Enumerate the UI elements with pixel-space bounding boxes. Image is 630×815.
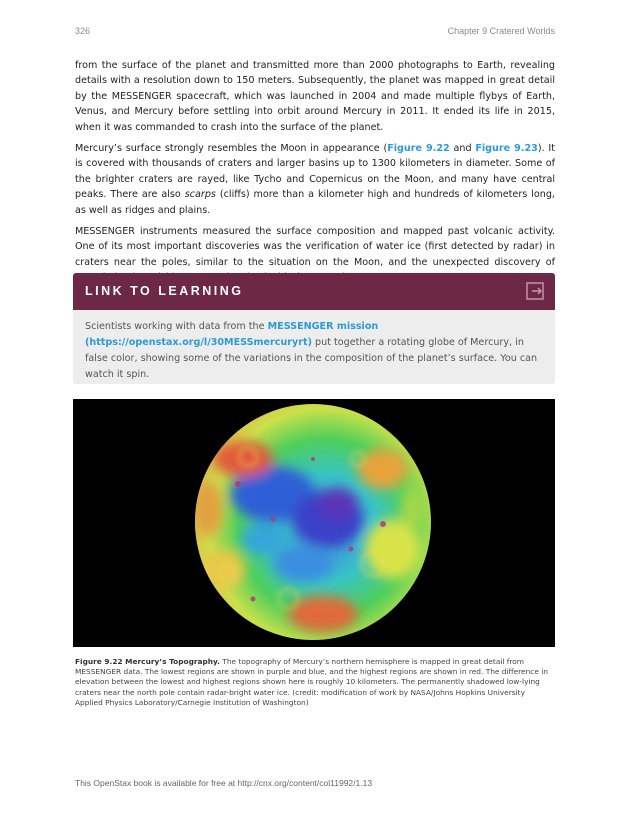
figure-label: Figure 9.22 Mercury’s Topography.	[75, 657, 220, 666]
paragraph-2-text-end: (cliffs) more than a kilometer high and hundreds of kilometers long, as well as ridges and plains.	[75, 189, 555, 216]
paragraph-2-text: Mercury’s surface strongly resembles the Moon in appearance (	[75, 143, 388, 155]
figure-caption-text: The topography of Mercury’s northern hemisphere is mapped in great detail from MESSENGER data. The lowest regions are shown in purple and blue, and the highest regions are shown in red. The difference in elevation between the lowest and highest regions shown here is roughly 10 kilometers. The permanently shadowed low-lying craters near the north pole contain radar-bright water ice. (credit: modification of work by NASA/Johns Hopkins University Applied Physics Laboratory/Carnegie Institution of Washington)	[75, 657, 548, 707]
paragraph-2-text-cont: ). It is covered with thousands of craters and larger basins up to 1300 kilometers in diameter. Some of the brighter craters are rayed, like Tycho and Copernicus on the Moon, and many have central peaks. There are also	[75, 143, 555, 201]
paragraph-2	[75, 141, 555, 218]
paragraph-1: from the surface of the planet and transmitted more than 2000 photographs to Earth, revealing details with a resolution down to 150 meters. Subsequently, the planet was mapped in great detail by the MESSENGER spacecraft, which was launched in 2004 and made multiple flybys of Earth, Venus, and Mercury before settling into orbit around Mercury in 2011. It ended its life in 2015, when it was commanded to crash into the surface of the planet.	[75, 60, 555, 133]
link-to-learning-header	[73, 273, 555, 310]
body-text	[75, 58, 555, 292]
messenger-mission-link[interactable]: MESSENGER mission (https://openstax.org/l/30MESSmercuryrt)	[85, 321, 379, 348]
mercury-topography-image	[73, 399, 555, 647]
external-link-icon	[525, 281, 545, 301]
paragraph-2-and: and	[449, 143, 476, 155]
ltl-text-end: put together a rotating globe of Mercury, in false color, showing some of the variations in the composition of the planet’s surface. You can watch it spin.	[85, 337, 538, 380]
page-number: 326	[75, 26, 91, 36]
figure-9-22-link[interactable]: Figure 9.22	[387, 143, 450, 155]
scarps-term: scarps	[184, 189, 216, 201]
paragraph-3: MESSENGER instruments measured the surface composition and mapped past volcanic activity. One of its most important discoveries was the verification of water ice (first detected by radar) in craters near the poles, similar to the situation on the Moon, and the unexpected discovery of	[75, 226, 555, 268]
figure-9-23-link[interactable]: Figure 9.23	[475, 143, 538, 155]
link-to-learning-box	[73, 273, 555, 384]
chapter-title: Chapter 9 Cratered Worlds	[447, 26, 555, 36]
figure-caption	[75, 657, 555, 708]
link-to-learning-text	[73, 310, 555, 383]
page-footer: This OpenStax book is available for free at http://cnx.org/content/col11992/1.13	[75, 778, 373, 788]
mercury-topography-globe	[73, 399, 555, 647]
link-to-learning-title: LINK TO LEARNING	[85, 284, 244, 298]
ltl-text-start: Scientists working with data from the	[85, 321, 268, 332]
